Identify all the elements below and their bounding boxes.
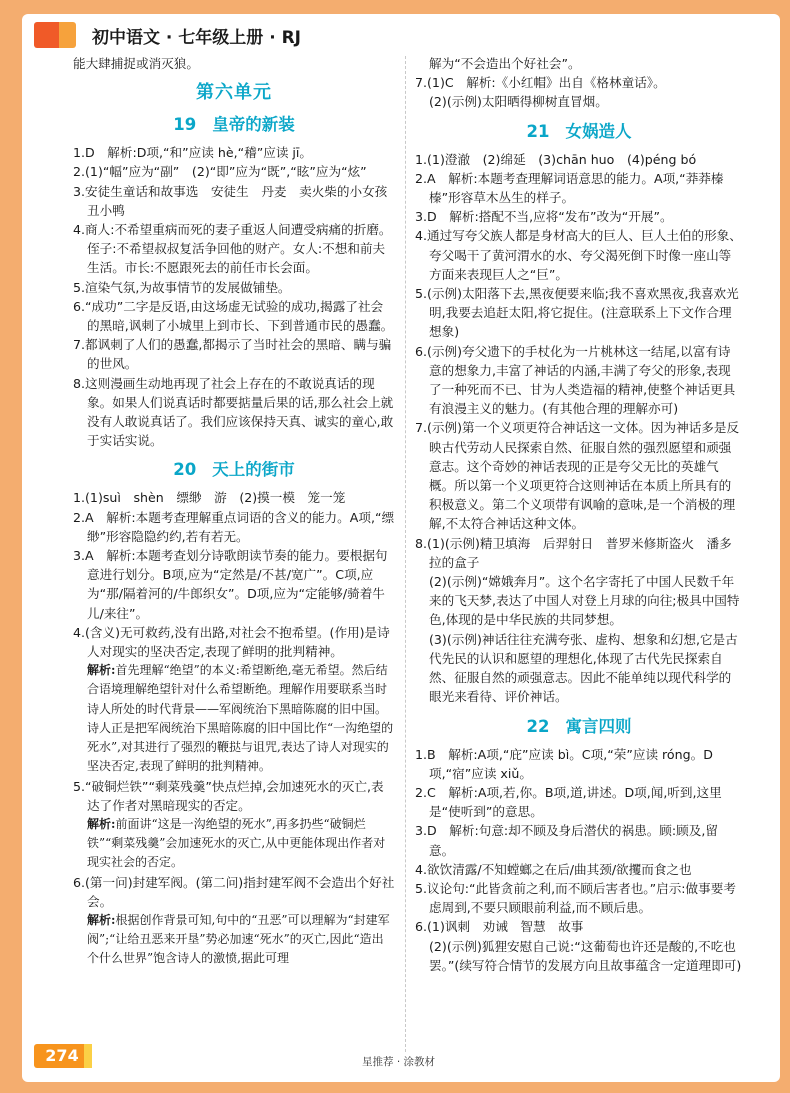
- answer-item: 7.都讽刺了人们的愚蠢,都揭示了当时社会的黑暗、瞒与骗的世风。: [73, 337, 392, 372]
- answer-item: 6.(1)讽刺 劝诫 智慧 故事: [415, 919, 584, 935]
- lesson-heading: [415, 716, 743, 738]
- analysis-body: 根据创作背景可知,句中的“丑恶”可以理解为“封建军阀”;“让给丑恶来开垦”势必加速“死水”的灭亡,因此“造出个什么世界”饱含诗人的激愤,据此可理: [87, 912, 390, 966]
- answer-item: 6.(示例)夸父遗下的手杖化为一片桃林这一结尾,以富有诗意的想象力,丰富了神话的内涵,丰满了夸父的形象,表现了一种死而不已、甘为人类造福的精神,使整个神话更具有浪漫主义的魅力。(有其他合理的理解亦可): [415, 343, 736, 417]
- lesson-number: 22: [526, 716, 550, 736]
- answer-item: 4.商人:不希望重病而死的妻子重返人间遭受病痛的折磨。侄子:不希望叔叔复活争回他的财产。女人:不想和前夫生活。市长:不愿跟死去的前任市长会面。: [73, 222, 392, 276]
- column-divider: [405, 56, 406, 1052]
- answer-item: 7.(1)C 解析:《小红帽》出自《格林童话》。: [415, 75, 666, 91]
- answer-item: (3)(示例)神话往往充满夸张、虚构、想象和幻想,它是古代先民的认识和愿望的理想化,体现了古代先民探索自然、征服自然的顽强意志。因此不能单纯以现代科学的眼光来看待、评价神话。: [429, 631, 738, 705]
- right-column: [415, 54, 743, 975]
- answer-item: 6.“成功”二字是反语,由这场虚无试验的成功,揭露了社会的黑暗,讽刺了小城里上到市长、下到普通市民的愚蠢。: [73, 298, 394, 334]
- answer-item: 2.A 解析:本题考查理解词语意思的能力。A项,“莽莽榛榛”形容草木丛生的样子。: [415, 170, 724, 206]
- lesson-heading: [73, 114, 395, 136]
- answer-item: (2)(示例)太阳晒得柳树直冒烟。: [429, 94, 608, 110]
- analysis-text: [73, 911, 395, 969]
- answer-item: 7.(示例)第一个义项更符合神话这一文体。因为神话多是反映古代劳动人民探索自然、征服自然的强烈愿望和顽强意志。这个奇妙的神话表现的正是夸父无比的英雄气概。所以第一个义项更符合这则神话在本质上所具有的积极意义。第二个义项带有讽喻的意味,是一个消极的理解,不太符合神话这种文体。: [415, 420, 740, 532]
- footer-brand: 星推荐 · 涂教材: [362, 1056, 436, 1068]
- header-tab-marker: [34, 22, 76, 48]
- lesson-heading: [415, 121, 743, 143]
- answer-item: 5.议论句:“此皆贪前之利,而不顾后害者也。”启示:做事要考虑周到,不要只顾眼前利益,而不顾后患。: [415, 880, 736, 916]
- analysis-text: [73, 661, 395, 776]
- lesson-number: 20: [173, 460, 197, 480]
- answer-item: 2.C 解析:A项,若,你。B项,道,讲述。D项,闻,听到,这里是“使听到”的意思。: [415, 784, 722, 820]
- answer-item: 1.B 解析:A项,“庇”应读 bì。C项,“荣”应读 róng。D项,“宿”应读 xiǔ。: [415, 746, 713, 781]
- answer-item: 3.安徒生童话和故事选 安徒生 丹麦 卖火柴的小女孩 丑小鸭: [73, 183, 400, 218]
- answer-item: 解为“不会造出个好社会”。: [429, 56, 581, 71]
- lesson-heading: [73, 459, 395, 481]
- answer-item: 4.欲饮清露/不知螳螂之在后/曲其颈/欲攫而食之也: [415, 861, 692, 877]
- answer-item: 5.“破铜烂铁”“剩菜残羹”快点烂掉,会加速死水的灭亡,表达了作者对黑暗现实的否定。: [73, 778, 384, 813]
- unit-heading: 第六单元: [196, 82, 272, 104]
- answer-item: 5.(示例)太阳落下去,黑夜便要来临;我不喜欢黑夜,我喜欢光明,我要去追赶太阳,将它捉住。(注意联系上下文作合理想象): [415, 286, 739, 340]
- answer-item: 4.(含义)无可救药,没有出路,对社会不抱希望。(作用)是诗人对现实的坚决否定,表现了鲜明的批判精神。: [73, 624, 390, 660]
- lesson-title: 女娲造人: [565, 121, 632, 141]
- lesson-number: 21: [526, 121, 550, 141]
- analysis-label: 解析:: [87, 663, 116, 678]
- page-number: 274: [34, 1044, 90, 1068]
- analysis-body: 前面讲“这是一沟绝望的死水”,再多扔些“破铜烂铁”“剩菜残羹”会加速死水的灭亡,从中更能体现出作者对现实社会的否定。: [87, 816, 386, 870]
- lesson-title: 皇帝的新装: [212, 115, 295, 135]
- left-column: [73, 54, 400, 969]
- answer-item: (2)(示例)“嫦娥奔月”。这个名字寄托了中国人民数千年来的飞天梦,表达了中国人对登上月球的向往;极具中国特色,体现的是中华民族的共同梦想。: [429, 574, 740, 628]
- book-title: 初中语文 · 七年级上册 · RJ: [92, 28, 302, 48]
- answer-item: 能大肆捕捉或消灭狼。: [73, 56, 199, 71]
- answer-item: 3.D 解析:搭配不当,应将“发布”改为“开展”。: [415, 209, 673, 225]
- answer-item: 5.渲染气氛,为故事情节的发展做铺垫。: [73, 279, 291, 295]
- answer-item: 8.(1)(示例)精卫填海 后羿射日 普罗米修斯盗火 潘多拉的盒子: [415, 535, 732, 570]
- answer-item: 2.A 解析:本题考查理解重点词语的含义的能力。A项,“缥缈”形容隐隐约约,若有若无。: [73, 509, 395, 544]
- answer-item: 1.(1)澄澈 (2)绵延 (3)chān huo (4)péng bó: [415, 151, 697, 167]
- answer-item: 3.D 解析:句意:却不顾及身后潜伏的祸患。顾:顾及,留意。: [415, 823, 718, 858]
- answer-item: 3.A 解析:本题考查划分诗歌朗读节奏的能力。要根据句意进行划分。B项,应为“定然是/不甚/宽广”。C项,应为“那/隔着河的/牛郎织女”。D项,应为“定能够/骑着牛儿/来往”。: [73, 548, 388, 621]
- analysis-label: 解析:: [87, 816, 116, 831]
- answer-item: 1.D 解析:D项,“和”应读 hè,“稽”应读 jī。: [73, 145, 313, 161]
- lesson-title: 天上的街市: [212, 460, 295, 480]
- answer-item: 6.(第一问)封建军阀。(第二问)指封建军阀不会造出个好社会。: [73, 874, 395, 909]
- analysis-text: [73, 815, 395, 873]
- page-number-accent: [84, 1044, 92, 1068]
- answer-item: 2.(1)“幅”应为“副” (2)“即”应为“既”,“眩”应为“炫”: [73, 164, 367, 180]
- lesson-title: 寓言四则: [565, 716, 632, 736]
- answer-item: 4.通过写夸父族人都是身材高大的巨人、巨人土伯的形象、夸父喝干了黄河渭水的水、夸父渴死倒下时像一座山等方面来表现巨人之“巨”。: [415, 228, 742, 282]
- answer-item: 1.(1)suì shèn 缥缈 游 (2)摸一模 笼一笼: [73, 490, 346, 506]
- lesson-number: 19: [173, 115, 197, 135]
- answer-item: (2)(示例)狐狸安慰自己说:“这葡萄也许还是酸的,不吃也罢。”(续写符合情节的发展方向且故事蕴含一定道理即可): [429, 938, 742, 973]
- answer-item: 8.这则漫画生动地再现了社会上存在的不敢说真话的现象。如果人们说真话时都要掂量后果的话,那么社会上就没有人敢说真话了。我们应该保持天真、诚实的童心,敢于实话实说。: [73, 375, 394, 449]
- analysis-label: 解析:: [87, 912, 116, 927]
- analysis-body: 首先理解“绝望”的本义:希望断绝,毫无希望。然后结合语境理解绝望针对什么希望断绝。理解作用要联系当时诗人所处的时代背景——军阀统治下黑暗陈腐的旧中国。诗人正是把军阀统治下黑暗陈腐的旧中国比作“一沟绝望的死水”,对其进行了强烈的鞭挞与诅咒,表达了诗人对现实的坚决否定,表现了鲜明的批判精神。: [87, 663, 394, 774]
